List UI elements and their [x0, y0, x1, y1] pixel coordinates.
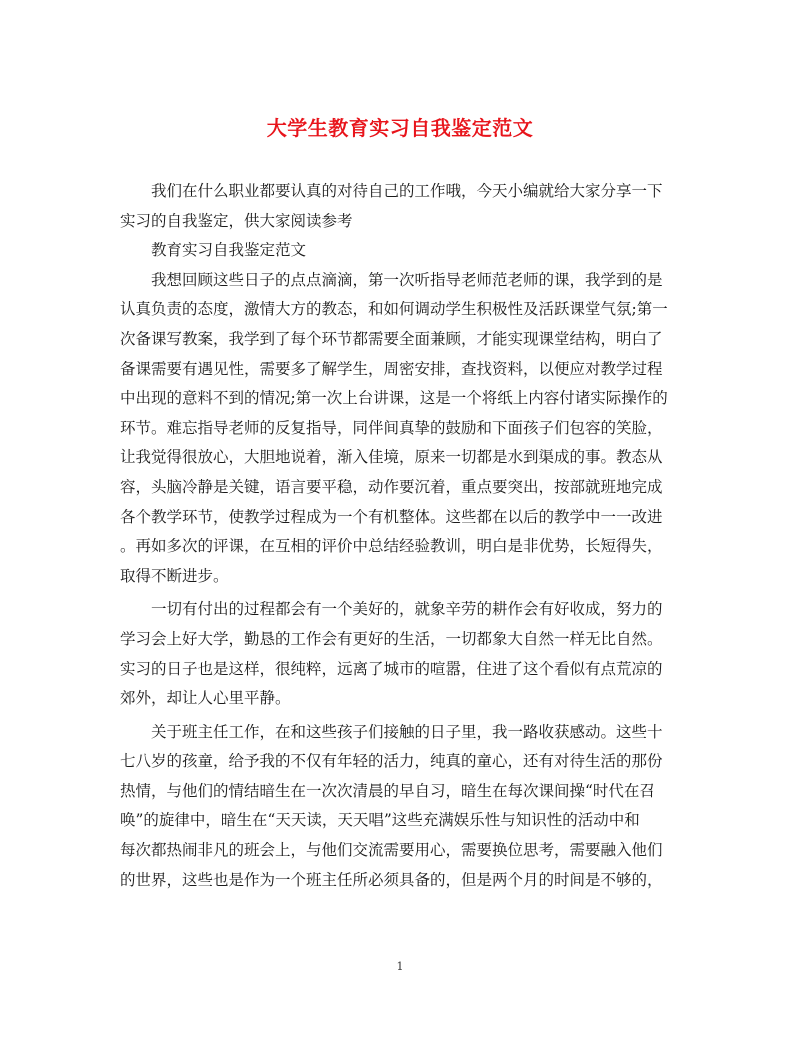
- page-number: 1: [396, 960, 404, 973]
- paragraph-intro: [120, 177, 682, 236]
- text-line: 各个教学环节，使教学过程成为一个有机整体。这些都在以后的教学中一一改进: [120, 507, 663, 526]
- text-line: 让我觉得很放心，大胆地说着，渐入佳境，原来一切都是水到渠成的事。教态从: [120, 448, 663, 467]
- text-line: 实习的日子也是这样，很纯粹，远离了城市的喧嚣，住进了这个看似有点荒凉的: [120, 659, 663, 678]
- text-line: 唤”的旋律中，暗生在“天天读，天天唱”这些充满娱乐性与知识性的活动中和: [120, 811, 640, 830]
- text-line: 。再如多次的评课，在互相的评价中总结经验教训，明白是非优势，长短得失，: [120, 537, 663, 556]
- text-line: 每次都热闹非凡的班会上，与他们交流需要用心，需要换位思考，需要融入他们: [120, 841, 663, 860]
- text-line: 学习会上好大学，勤恳的工作会有更好的生活，一切都象大自然一样无比自然。: [120, 629, 663, 648]
- document-title: 大学生教育实习自我鉴定范文: [266, 116, 534, 140]
- text-line: 备课需要有遇见性，需要多了解学生，周密安排，查找资料，以便应对教学过程: [120, 359, 663, 378]
- text-line: 一切有付出的过程都会有一个美好的，就象辛劳的耕作会有好收成，努力的: [120, 600, 663, 619]
- text-line: 郊外，却让人心里平静。: [120, 689, 291, 708]
- text-line: 中出现的意料不到的情况;第一次上台讲课，这是一个将纸上内容付诸实际操作的: [120, 389, 668, 408]
- text-line: 环节。难忘指导老师的反复指导，同伴间真挚的鼓励和下面孩子们包容的笑脸，: [120, 418, 663, 437]
- text-line: 我想回顾这些日子的点点滴滴，第一次听指导老师范老师的课，我学到的是: [120, 270, 663, 289]
- text-line: 热情，与他们的情结暗生在一次次清晨的早自习，暗生在每次课间操“时代在召: [120, 781, 655, 800]
- text-line: 我们在什么职业都要认真的对待自己的工作哦，今天小编就给大家分享一下: [120, 182, 663, 200]
- text-line: 次备课写教案，我学到了每个环节都需要全面兼顾，才能实现课堂结构，明白了: [120, 329, 663, 348]
- text-line: 认真负责的态度，激情大方的教态，和如何调动学生积极性及活跃课堂气氛;第一: [120, 300, 668, 319]
- text-line: 的世界，这些也是作为一个班主任所必须具备的，但是两个月的时间是不够的，: [120, 870, 663, 889]
- text-line: 教育实习自我鉴定范文: [120, 241, 307, 260]
- text-line: 取得不断进步。: [120, 566, 229, 585]
- paragraph-class-teacher: [120, 718, 682, 896]
- text-line: 实习的自我鉴定，供大家阅读参考: [120, 211, 353, 230]
- text-line: 关于班主任工作，在和这些孩子们接触的日子里，我一路收获感动。这些十: [120, 722, 663, 741]
- paragraph-effort: [120, 595, 682, 713]
- paragraph-subtitle: [120, 236, 682, 266]
- document-body: [120, 177, 682, 895]
- text-line: 七八岁的孩童，给予我的不仅有年轻的活力，纯真的童心，还有对待生活的那份: [120, 752, 663, 771]
- paragraph-reflection: [120, 266, 682, 592]
- text-line: 容，头脑冷静是关键，语言要平稳，动作要沉着，重点要突出，按部就班地完成: [120, 477, 663, 496]
